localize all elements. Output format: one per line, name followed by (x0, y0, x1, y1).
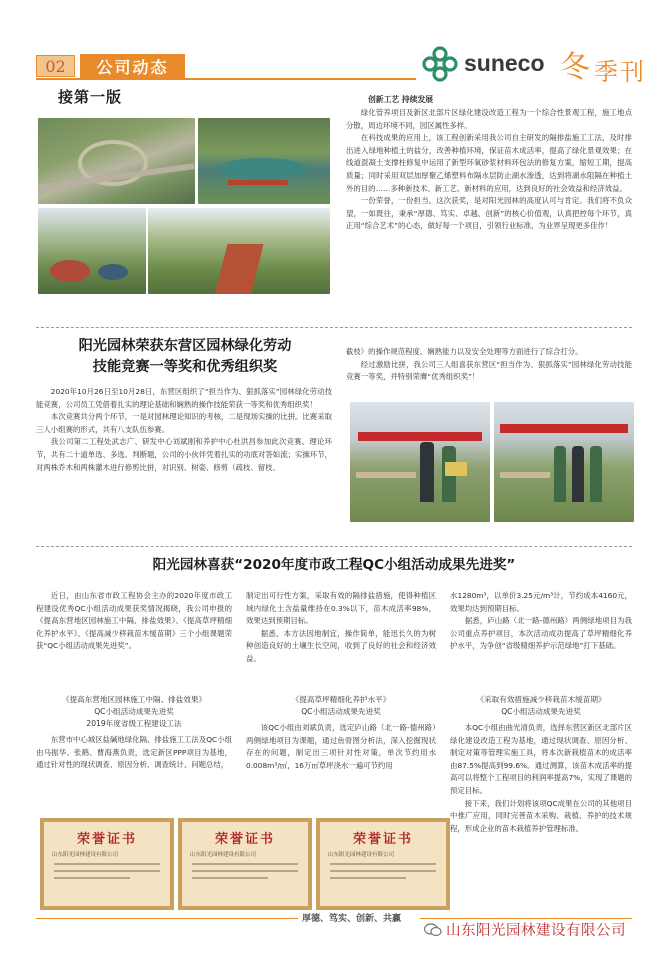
innovation-paragraph: 一份荣誉，一份担当。这次获奖，是对阳光园林的高度认可与肯定。我们将不负众望，一如既往，秉承“厚德、笃实、卓越、创新”的核心价值观，认真把控每个环节，真正用“综合艺术”的心态，做好每一个项目，引领行业标准，为业界呈现更多佳作！ (346, 196, 632, 231)
divider (36, 546, 632, 547)
sub2-caption-2: QC小组活动成果先进奖 (301, 707, 381, 716)
article1-title-line2: 技能竞赛一等奖和优秀组织奖 (92, 359, 278, 375)
certificate-2 (178, 818, 312, 910)
article2-paragraph: 据悉，庐山路（北一路-德州路）两侧绿地项目为我公司重点养护项目，本次活动成功提高了草坪精细化养护水平，为争创“省级精细养护示范绿地”打下基础。 (450, 616, 632, 651)
sub3-caption-2: QC小组活动成果先进奖 (501, 707, 581, 716)
sub1-caption-1: 《提高东营地区园林施工中隔、排盐效果》 (61, 695, 207, 704)
article1-paragraph: 本次竞赛共分两个环节，一是对园林理论知识的考核，二是现场实操的比拼。比赛采取三人小组赛的形式，共有八支队伍参赛。 (36, 412, 332, 434)
continued-label: 接第一版 (58, 88, 123, 106)
article2-title: 阳光园林喜获“2020年度市政工程QC小组活动成果先进奖” (152, 557, 516, 573)
aerial-park-photo-1 (38, 118, 195, 204)
sub3-captions (450, 694, 632, 718)
suneco-logo (418, 44, 664, 84)
divider (36, 327, 632, 328)
brand-name: suneco (464, 50, 545, 76)
article2-col3 (450, 590, 632, 653)
sub2-body (246, 722, 436, 772)
article1-left-body (36, 386, 332, 474)
page-number-box (36, 55, 75, 77)
article1-title (36, 336, 334, 378)
sub3-paragraph: 本QC小组由曲光清负责，选择东营区新区北部片区绿化建设改造工程为基地，通过现状调查、原因分析、制定对策等管理实施工具，将本次新栽植苗木的成活率由87.5%提高到99.6%。通过测算，该苗木成活率的提高可以将整个工程项目的利润率提高7%，实现了课题的预定目标。 (450, 723, 632, 795)
award-ceremony-photo-2 (494, 402, 634, 522)
article2-col1 (36, 590, 232, 653)
article2-paragraph: 据悉，本方法因地制宜，操作简单，能迅长久的为树种创造良好的土壤生长空间，收到了良好的社会和经济效益。 (246, 628, 436, 663)
certificate-1 (40, 818, 174, 910)
section-title: 公司动态 (96, 57, 169, 77)
park-path-photo (148, 208, 330, 294)
certificate-company: 山东阳光园林建设有限公司 (328, 852, 395, 858)
certificate-title: 荣誉证书 (76, 832, 137, 847)
issue-char: 冬 (560, 50, 590, 85)
article1-paragraph: 经过激励比拼，我公司三人组喜获东营区“担当作为、狠抓落实”园林绿化劳动技能竞赛一等奖，并特别荣膺“优秀组织奖”！ (346, 359, 632, 382)
article2-paragraph: 近日，由山东省市政工程协会主办的2020年度市政工程建设优秀QC小组活动成果获奖情况揭晓，我公司申报的《提高东营地区园林施工中隔、排盐效果》、《提高草坪精细化养护水平》、《提高减少移栽苗木缓苗期》三个小组课题荣获“QC小组活动成果先进奖”。 (36, 591, 232, 651)
sub2-captions (246, 694, 436, 718)
sub2-paragraph: 该QC小组由刘斌负责，选定庐山路（北一路-德州路）两侧绿地项目为课题，通过鱼骨图分析法，深入挖掘现状存在的问题，制定出三项针对性对策，单次节约用水0.008m³/㎡，16万㎡草坪浇水一遍可节约用 (246, 723, 436, 770)
section-title-box (80, 54, 185, 78)
article2-paragraph: 水1280m³，以单价3.25元/m³计，节约成本4160元，效果均达到预期目标。 (450, 591, 632, 613)
innovation-heading: 创新工艺 持续发展 (368, 95, 434, 104)
header-rule (36, 78, 416, 80)
article1-paragraph: 截枝）的操作规范程度、娴熟能力以及安全处理等方面进行了综合打分。 (346, 347, 583, 356)
certificate-title: 荣誉证书 (352, 832, 413, 847)
article2-col2 (246, 590, 436, 666)
sub3-paragraph: 接下来，我们计划将该项QC成果在公司的其他项目中推广应用，同时完善苗木采购、栽植、养护的技术规程，形成企业的苗木栽植养护管理标准。 (450, 798, 632, 833)
award-ceremony-photo-1 (350, 402, 490, 522)
certificate-3 (316, 818, 450, 910)
innovation-body (346, 107, 632, 233)
certificate-title: 荣誉证书 (214, 832, 275, 847)
park-photo-3 (38, 208, 146, 294)
issue-label: 季刊 (594, 58, 646, 86)
flower-logo-icon (418, 44, 462, 84)
sub1-caption-3: 2019年度省级工程建设工法 (86, 719, 182, 728)
aerial-park-photo-2 (198, 118, 330, 204)
wechat-icon (424, 922, 442, 936)
innovation-paragraph: 绿化管养项目及新区北部片区绿化建设改造工程为一个综合性景观工程，施工地点分散，周边环境不同，园区属性多样。 (346, 108, 632, 130)
innovation-paragraph: 在科技成果的应用上，该工程创新采用我公司自主研发的隔排盐施工工法，及时排出进入绿地种植土的盐分，改善种植环境，保证苗木成活率，提高了绿化景观效果；在线道混凝土支撑柱修复中运用了新型环氧砂浆材料环包法的修复方案，缩短工期，提高质量；同时采用双层加厚聚乙烯塑料布隔水层防止湖水渗透，达到将湖水阻隔在种植土外的目的……多种新技术、新工艺、新材料的应用，达到良好的社会效益和经济效益。 (346, 133, 632, 193)
sub3-body (450, 722, 632, 835)
sub1-body (36, 734, 232, 772)
sub3-caption-1: 《采取有效措施减少移栽苗木缓苗期》 (476, 695, 606, 704)
article2-paragraph: 制定出可行性方案，采取有效的隔排盐措施，使得种植区域内绿化土含盐量维持在0.3%以下，苗木成活率98%，效果达到预期目标。 (246, 591, 436, 626)
footer-slogan: 厚德、笃实、创新、共赢 (302, 914, 402, 924)
sub2-caption-1: 《提高草坪精细化养护水平》 (291, 695, 391, 704)
footer-company: 山东阳光园林建设有限公司 (446, 923, 626, 939)
sub1-paragraph: 东营市中心城区盐碱地绿化隔、排盐施工工法及QC小组由马振华、张鹤、曹海燕负责，选定新区PPP项目为基地，通过针对性的现状调查、原因分析、调查统计、问题总结， (36, 735, 232, 770)
article1-title-line1: 阳光园林荣获东营区园林绿化劳动 (78, 338, 292, 354)
certificate-company: 山东阳光园林建设有限公司 (190, 852, 257, 858)
page-number: 02 (45, 56, 66, 76)
article1-paragraph: 2020年10月26日至10月28日，东营区组织了“担当作为、狠抓落实”园林绿化劳动技能竞赛，公司员工凭借着扎实的理论基础和娴熟的操作技能荣获一等奖和优秀组织奖！ (36, 387, 332, 409)
footer-rule (36, 918, 298, 919)
certificate-company: 山东阳光园林建设有限公司 (52, 852, 119, 858)
article1-paragraph: 我公司第二工程处武志广、研发中心刘斌刚和养护中心杜洪昌参加此次竞赛。理论环节，共有二十道单选、多选、判断题，公司的小伙伴凭着扎实的功底对答如流；实操环节，对两株乔木和两株灌木进行修剪比拼，对识别、树姿、修剪（疏枝、留枝、 (36, 437, 332, 472)
article1-right-body (346, 346, 632, 384)
sub1-captions (36, 694, 232, 730)
sub1-caption-2: QC小组活动成果先进奖 (94, 707, 174, 716)
